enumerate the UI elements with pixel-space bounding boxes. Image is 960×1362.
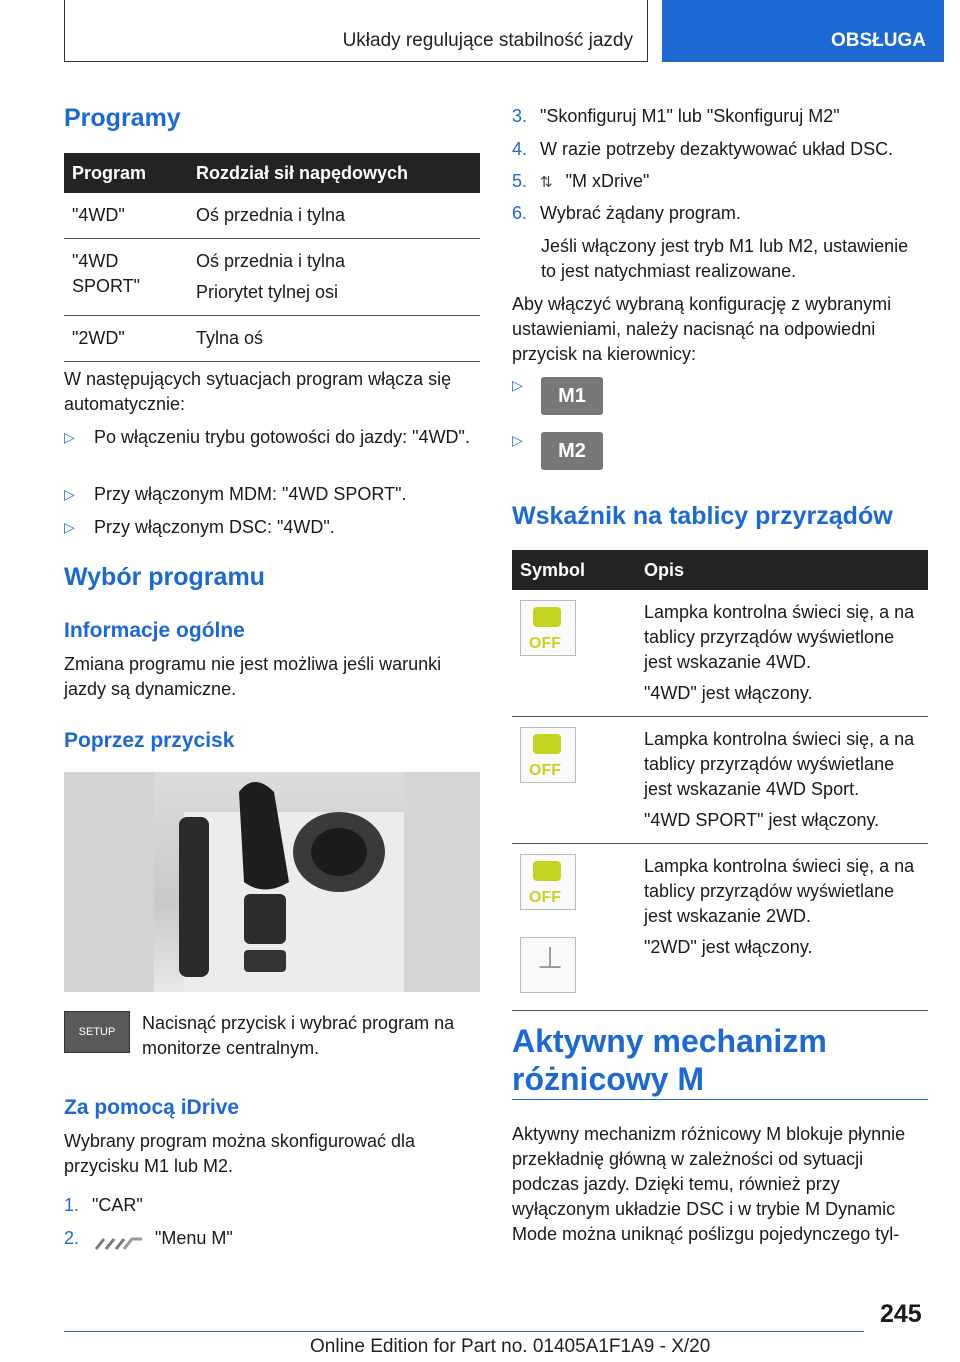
step-item: 5. ⇅ "M xDrive" [512,171,650,191]
list-item: ▷ Po włączeniu trybu gotowości do jazdy: "4WD". [64,425,480,450]
przycisk-heading: Poprzez przycisk [64,729,235,752]
4wd-off-indicator-icon [520,600,576,656]
step-item: 1. "CAR" [64,1195,143,1215]
xdrive-icon: ⇅ [540,174,553,191]
triangle-bullet-icon: ▷ [64,486,75,502]
table-row: OFF Lampka kontrolna świeci się, a na tablicy przyrządów wyświetlone jest wskazanie 4WD. "4WD" jest włączony. [512,590,928,717]
step-item: 6. Wybrać żądany program. [512,203,741,223]
center-console-photo [64,772,480,992]
console-illustration [64,772,480,992]
step6-note: Jeśli włączony jest tryb M1 lub M2, ustawienie to jest natychmiast realizowane. [541,236,909,281]
table-row: OFF ⊥ Lampka kontrolna świeci się, a na tablicy przyrządów wyświetlane jest wskazanie 2WD. "2WD" jest włączony. [512,844,928,1011]
edition-footer: Online Edition for Part no. 01405A1F1A9 - X/20 [310,1336,711,1357]
running-header-section: Układy regulujące stabilność jazdy [64,0,648,62]
table-row: "4WD SPORT" Oś przednia i tylna Priorytet tylnej osi [64,239,480,316]
step-item: 3. "Skonfiguruj M1" lub "Skonfiguruj M2" [512,106,840,126]
programy-heading: Programy [64,104,181,132]
idrive-heading: Za pomocą iDrive [64,1096,240,1119]
triangle-bullet-icon: ▷ [512,377,523,393]
col-program: Program [64,153,188,193]
wybor-heading: Wybór programu [64,563,265,591]
amd-heading: Aktywny mechanizm różnicowy M [512,1023,827,1097]
m-stripes-icon [92,1233,144,1245]
info-heading: Informacje ogólne [64,619,245,642]
setup-button-icon: SETUP [64,1011,130,1053]
step-item: 4. W razie potrzeby dezaktywować układ DSC. [512,139,894,159]
table-row: OFF Lampka kontrolna świeci się, a na tablicy przyrządów wyświetlane jest wskazanie 4WD Sport. "4WD SPORT" jest włączony. [512,717,928,844]
list-item: ▷ Przy włączonym DSC: "4WD". [64,515,480,540]
wskaznik-heading: Wskaźnik na tablicy przyrządów [512,502,893,530]
idrive-text: Wybrany program można skonfigurować dla przycisku M1 lub M2. [64,1131,415,1176]
setup-text: Nacisnąć przycisk i wybrać program na monitorze centralnym. [142,1013,455,1058]
step-item: 2. "Menu M" [64,1228,233,1248]
triangle-bullet-icon: ▷ [64,519,75,535]
col-distribution: Rozdział sił napędowych [188,153,480,193]
heading-rule [512,1099,928,1100]
4wd-off-indicator-icon [520,854,576,910]
auto-intro: W następujących sytuacjach program włącza się automatycznie: [64,369,452,414]
info-text: Zmiana programu nie jest możliwa jeśli warunki jazdy są dynamiczne. [64,654,442,699]
indicator-table [512,550,928,1011]
4wd-off-indicator-icon [520,727,576,783]
2wd-drivetrain-icon [520,937,576,993]
footer-rule [64,1331,864,1332]
running-header-chapter: OBSŁUGA [662,0,944,62]
list-item: ▷ Przy włączonym MDM: "4WD SPORT". [64,482,480,507]
program-table [64,153,480,362]
table-row: "2WD" Tylna oś [64,316,480,362]
page-number: 245 [880,1300,922,1328]
table-row: "4WD" Oś przednia i tylna [64,193,480,239]
triangle-bullet-icon: ▷ [512,432,523,448]
m1-button-icon: M1 [541,377,603,415]
m2-button-icon: M2 [541,432,603,470]
col-symbol: Symbol [512,550,636,590]
apply-text: Aby włączyć wybraną konfigurację z wybranymi ustawieniami, należy nacisnąć na odpowiedni przycisk na kierownicy: [512,294,892,364]
triangle-bullet-icon: ▷ [64,429,75,445]
amd-text: Aktywny mechanizm różnicowy M blokuje płynnie przekładnię główną w zależności od sytuacji podczas jazdy. Dzięki temu, również przy wyłączonym układzie DSC i w trybie M Dynamic Mode można uniknąć poślizgu pojedynczego tyl- [512,1124,906,1244]
col-description: Opis [636,550,928,590]
